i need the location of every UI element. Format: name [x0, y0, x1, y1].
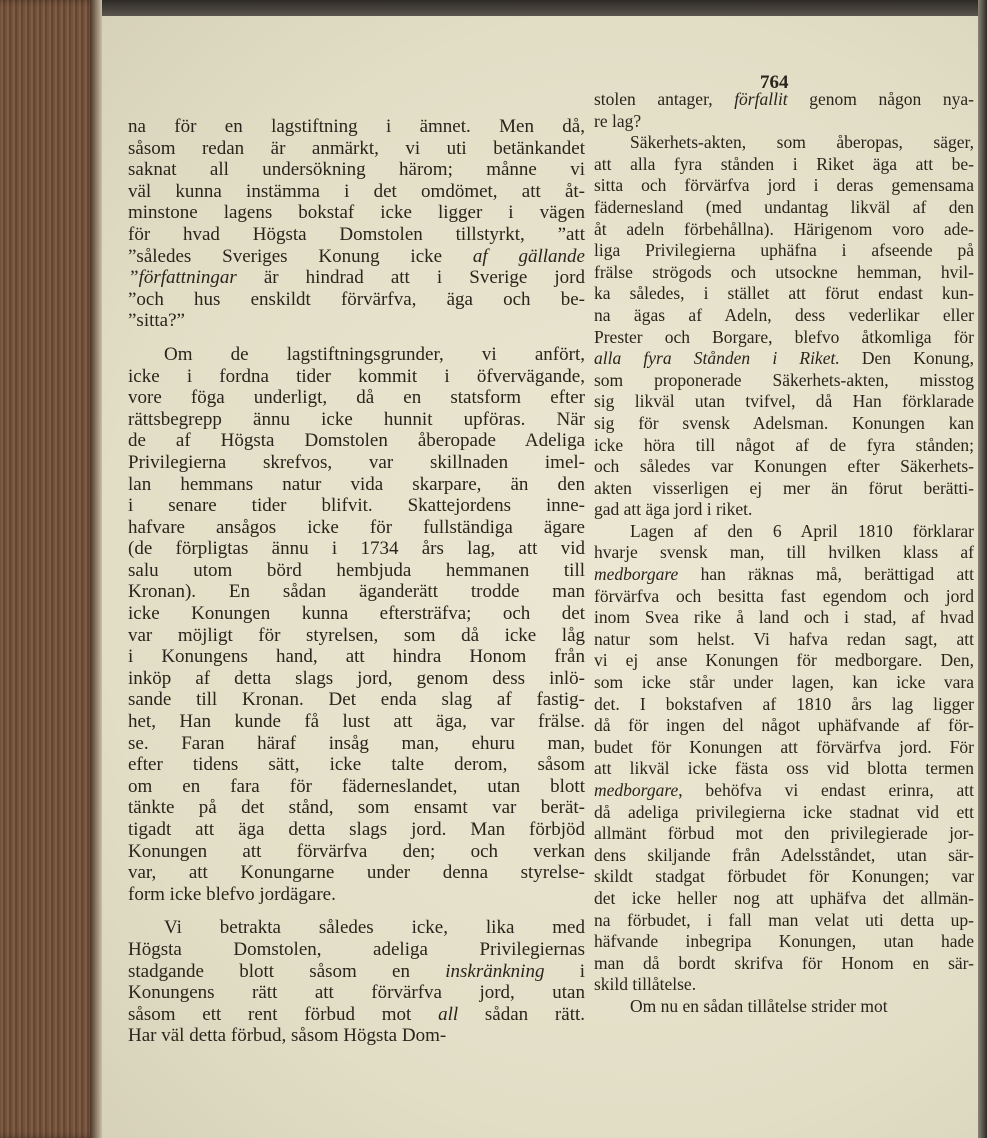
- text-line: frälse strögods och utsockne hemman, hvil-: [594, 261, 974, 282]
- text-line: natur som helst. Vi hafva redan sagt, att: [594, 628, 974, 649]
- text-line: förvärfva och besitta fast egendom och jord: [594, 585, 974, 606]
- text-line: efter tidens sätt, icke talte derom, såsom: [128, 754, 585, 776]
- text-line: minstone lagens bokstaf icke ligger i vägen: [128, 202, 585, 224]
- text-segment: såsom ett rent förbud mot: [128, 1003, 439, 1025]
- text-line: om en fara för fäderneslandet, utan blott: [128, 775, 585, 797]
- text-line: som proponerade Säkerhets-akten, misstog: [594, 369, 974, 390]
- text-line: re lag?: [594, 110, 642, 131]
- text-segment: Den Konung,: [839, 348, 975, 369]
- text-line: [128, 1004, 585, 1026]
- text-line: budet för Konungen att förvärfva jord. För: [594, 736, 974, 757]
- text-line: skild tillåtelse.: [594, 974, 697, 995]
- text-line: skildt stadgat förbudet för Konungen; var: [594, 866, 974, 887]
- text-line: saknat all undersökning härom; månne vi: [128, 159, 585, 181]
- text-line: icke höra till något af de fyra stånden;: [594, 434, 974, 455]
- text-line: [594, 564, 974, 586]
- paragraph: [594, 89, 974, 132]
- text-line: Vi betrakta således icke, lika med: [164, 917, 585, 939]
- text-line: ”sitta?”: [128, 310, 185, 332]
- text-line: [128, 267, 585, 289]
- text-line: Kronan). En sådan äganderätt trodde man: [128, 581, 585, 603]
- text-line: na ägas af Adeln, dess vederlikar eller: [594, 304, 974, 325]
- italic-text-segment: alla fyra Stånden i Riket.: [594, 348, 840, 369]
- right-text-column: [594, 89, 974, 1018]
- text-line: man då bordt skrifva för Honom en sär-: [594, 952, 974, 973]
- text-line: var möjligt för styrelsen, som då icke låg: [128, 624, 585, 646]
- italic-text-segment: af gällande: [472, 245, 585, 267]
- text-line: Om de lagstiftningsgrunder, vi anfört,: [164, 343, 585, 365]
- text-line: vi ej anse Konungen för medborgare. Den,: [594, 650, 974, 671]
- text-line: åt adeln förbehållna). Härigenom voro ade-: [594, 218, 974, 239]
- text-line: sande till Kronan. Det enda slag af fastig-: [128, 689, 585, 711]
- text-line: Säkerhets-akten, som åberopas, säger,: [630, 132, 974, 153]
- text-segment: är hindrad att i Sverige jord: [236, 267, 585, 289]
- text-segment: han räknas må, berättigad att: [678, 564, 974, 585]
- text-line: [594, 780, 974, 802]
- text-line: lan hemmans natur vida skarpare, än den: [128, 473, 585, 495]
- text-line: i senare tider blifvit. Skattejordens inne-: [128, 495, 585, 517]
- text-line: såsom redan är anmärkt, vi uti betänkandet: [128, 137, 585, 159]
- text-line: het, Han kunde få lust att äga, var frälse.: [128, 711, 585, 733]
- italic-text-segment: inskränkning: [445, 960, 545, 982]
- text-line: [594, 348, 974, 370]
- paragraph: [594, 132, 974, 521]
- text-segment: genom någon nya-: [787, 89, 974, 109]
- text-line: Högsta Domstolen, adeliga Privilegiernas: [128, 938, 585, 960]
- page-number: 764: [760, 72, 789, 93]
- text-line: Om nu en sådan tillåtelse strider mot: [630, 995, 888, 1016]
- text-segment: ”således Sveriges Konung icke: [128, 245, 473, 267]
- text-line: icke i fordna tider kommit i öfvervägande,: [128, 365, 585, 387]
- text-line: vore föga underligt, då en statsform efter: [128, 387, 585, 409]
- text-line: tigadt att äga detta slags jord. Man förbjöd: [128, 819, 585, 840]
- text-line: fädernesland (med undantag likväl af den: [594, 196, 974, 217]
- paragraph: [128, 344, 585, 905]
- text-line: se. Faran häraf insåg man, ehuru man,: [128, 732, 585, 754]
- text-line: väl kunna instämma i det omdömet, att åt-: [128, 180, 585, 202]
- text-line: som icke står under lagen, kan icke vara: [594, 672, 974, 693]
- paragraph: [594, 521, 974, 996]
- text-line: att likväl icke fästa oss vid blotta termen: [594, 758, 974, 779]
- text-line: rättsbegrepp ännu icke hunnit upföras. När: [128, 408, 585, 430]
- text-segment: sådan rätt.: [458, 1003, 585, 1025]
- text-line: ka således, i stället att förut endast kun-: [594, 283, 974, 304]
- text-line: (de förpligtas ännu i 1734 års lag, att vid: [128, 538, 585, 560]
- text-line: Prester och Borgare, blefvo åtkomliga för: [594, 326, 974, 347]
- text-line: akten visserligen ej mer än förut berätti-: [594, 477, 974, 498]
- text-line: Privilegierna skrefvos, var skillnaden imel-: [128, 451, 585, 473]
- text-line: liga Privilegierna uphäfna i afseende på: [594, 240, 974, 261]
- text-line: allmänt förbud mot den privilegierade jor-: [594, 823, 974, 844]
- text-line: då för ingen del något uphäfvande af för-: [594, 715, 974, 736]
- text-line: för hvad Högsta Domstolen tillstyrkt, ”att: [128, 223, 585, 245]
- text-line: i Konungens hand, att hindra Honom från: [128, 646, 585, 668]
- text-line: na förbudet, i fall man velat uti detta up-: [594, 909, 974, 930]
- text-line: inom Svea rike å land och i stad, af hvad: [594, 607, 974, 628]
- text-line: sig för svensk Adelsman. Konungen kan: [594, 412, 974, 433]
- text-line: sig likväl utan tvifvel, då Han förklarade: [594, 391, 974, 412]
- text-line: att alla fyra stånden i Riket äga att be-: [594, 153, 974, 174]
- paragraph: [128, 917, 585, 1047]
- text-line: de af Högsta Domstolen åberopade Adeliga: [128, 430, 585, 452]
- text-line: var, att Konungarne under denna styrelse-: [128, 862, 585, 884]
- book-page-edges: [0, 0, 102, 1138]
- paragraph: [594, 996, 974, 1018]
- text-line: hafvare ansågos icke för fullständiga ägare: [128, 516, 585, 538]
- text-line: och således var Konungen efter Säkerhets-: [594, 456, 974, 477]
- text-line: Konungen att förvärfva den; och verkan: [128, 840, 585, 862]
- text-line: ”och hus enskildt förvärfva, äga och be-: [128, 288, 585, 310]
- text-line: tänkte på det stånd, som ensamt var berät-: [128, 797, 585, 819]
- text-line: na för en lagstiftning i ämnet. Men då,: [128, 116, 585, 137]
- text-line: inköp af detta slags jord, genom dess inlö-: [128, 667, 585, 689]
- text-line: [128, 246, 585, 268]
- italic-text-segment: all: [438, 1003, 459, 1025]
- text-line: Har väl detta förbud, såsom Högsta Dom-: [128, 1025, 447, 1047]
- italic-text-segment: medborgare: [594, 780, 679, 800]
- paragraph: [128, 116, 585, 332]
- text-line: det. I bokstafven af 1810 års lag ligger: [594, 693, 974, 714]
- text-segment: i: [544, 960, 585, 982]
- text-line: hvarje svensk man, till hvilken klass af: [594, 542, 974, 563]
- text-line: Konungens rätt att förvärfva jord, utan: [128, 982, 585, 1004]
- scan-right-border: [978, 0, 987, 1138]
- text-line: form icke blefvo jordägare.: [128, 883, 336, 905]
- scan-top-border: [0, 0, 987, 16]
- text-line: Lagen af den 6 April 1810 förklarar: [630, 520, 974, 541]
- text-line: sitta och förvärfva jord i deras gemensama: [594, 175, 974, 196]
- text-line: dens skiljande från Adelsståndet, utan sär-: [594, 844, 974, 865]
- italic-text-segment: medborgare: [594, 564, 679, 585]
- text-line: gad att äga jord i riket.: [594, 499, 753, 520]
- text-line: salu utom börd hembjuda hemmanen till: [128, 559, 585, 581]
- text-line: det icke heller nog att uphäfva det allmän-: [594, 887, 974, 908]
- text-line: [594, 89, 974, 111]
- text-line: häfvande inbegripa Konungen, utan hade: [594, 931, 974, 952]
- italic-text-segment: förfallit: [734, 89, 788, 109]
- text-line: då adeliga privilegierna icke stadnat vid ett: [594, 801, 974, 822]
- text-segment: stadgande blott såsom en: [128, 960, 446, 982]
- text-segment: , behöfva vi endast erinra, att: [678, 780, 974, 800]
- text-line: icke Konungen kunna eftersträfva; och det: [128, 603, 585, 625]
- text-line: [128, 961, 585, 983]
- text-segment: stolen antager,: [594, 89, 735, 109]
- left-text-column: [128, 116, 585, 1047]
- italic-text-segment: ”författningar: [128, 267, 237, 289]
